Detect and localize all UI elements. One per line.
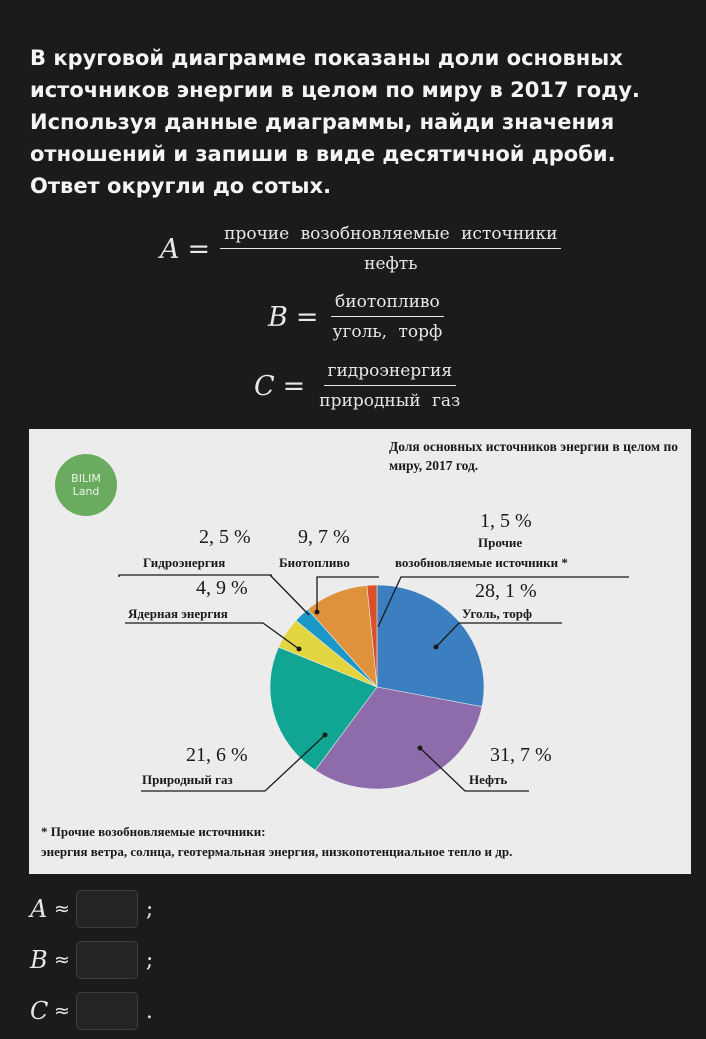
- pie-chart-svg: [29, 429, 691, 874]
- label-other-renewables-2: возобновляемые источники *: [395, 555, 568, 570]
- formula-b-var: B: [268, 301, 288, 333]
- footnote-line2: энергия ветра, солнца, геотермальная энергия, низкопотенциальное тепло и др.: [41, 844, 513, 859]
- pct-gas: 21, 6 %: [186, 744, 248, 766]
- pct-biofuel: 9, 7 %: [298, 526, 350, 548]
- leader-nuclear: [125, 623, 299, 649]
- formula-b-denominator: уголь, торф: [332, 322, 443, 342]
- formula-c-numerator: гидроэнергия: [324, 361, 457, 386]
- answer-c-input[interactable]: [76, 992, 138, 1030]
- formula-a-numerator: прочие возобновляемые источники: [220, 224, 561, 249]
- label-oil: Нефть: [469, 772, 508, 787]
- formula-b: [268, 292, 446, 342]
- formula-a-var: A: [160, 233, 180, 265]
- pie-slice-0: [377, 585, 484, 707]
- question-text: В круговой диаграмме показаны доли основных источников энергии в целом по миру в 2017 году. Используя данные диаграммы, найди значения отношений и запиши в виде десятичной дроби. Ответ округли до сотых.: [30, 46, 640, 198]
- answer-a-approx: ≈: [54, 898, 70, 920]
- label-hydro: Гидроэнергия: [143, 555, 226, 570]
- formula-b-eq: =: [295, 301, 319, 333]
- chart-footnote: [41, 822, 686, 862]
- pct-hydro: 2, 5 %: [199, 526, 251, 548]
- formula-c: [254, 361, 464, 411]
- label-biofuel: Биотопливо: [279, 555, 350, 570]
- label-other-renewables-1: Прочие: [478, 535, 523, 550]
- leader-dot-oil: [418, 746, 423, 751]
- formula-b-fraction: [328, 292, 446, 342]
- answer-c-approx: ≈: [54, 1000, 70, 1022]
- pct-oil: 31, 7 %: [490, 744, 552, 766]
- pct-coal: 28, 1 %: [475, 580, 537, 602]
- pct-other-renewables: 1, 5 %: [480, 510, 532, 532]
- chart-title: Доля основных источников энергии в целом по миру, 2017 год.: [389, 439, 679, 473]
- pie-slices: [270, 585, 484, 789]
- label-coal: Уголь, торф: [462, 606, 532, 621]
- answer-b-var: B: [30, 946, 48, 974]
- pct-nuclear: 4, 9 %: [196, 577, 248, 599]
- formula-b-numerator: биотопливо: [331, 292, 444, 317]
- answer-a-input[interactable]: [76, 890, 138, 928]
- formula-c-denominator: природный газ: [319, 391, 461, 411]
- leader-dot-nuclear: [297, 647, 302, 652]
- formula-a-eq: =: [187, 233, 211, 265]
- answer-row-a: [30, 890, 153, 928]
- formula-a-denominator: нефть: [364, 254, 418, 274]
- answer-a-punct: ;: [145, 896, 154, 922]
- pie-chart-image: [29, 429, 691, 874]
- leader-hydro-diag: [270, 575, 309, 615]
- label-gas: Природный газ: [142, 772, 233, 787]
- answer-b-approx: ≈: [54, 949, 70, 971]
- logo-line2: Land: [72, 485, 100, 498]
- answer-b-punct: ;: [145, 947, 154, 973]
- leader-dot-coal: [434, 645, 439, 650]
- formula-c-var: C: [254, 370, 275, 402]
- leader-dot-biofuel: [315, 610, 320, 615]
- bilimland-logo: [55, 454, 117, 516]
- logo-line1: BILIM: [71, 472, 101, 485]
- answer-a-var: A: [30, 895, 48, 923]
- answer-c-punct: .: [145, 998, 153, 1024]
- formula-c-fraction: [315, 361, 464, 411]
- formula-a: [160, 224, 561, 274]
- answer-row-c: [30, 992, 153, 1030]
- answer-row-b: [30, 941, 153, 979]
- leader-dot-gas: [323, 733, 328, 738]
- label-nuclear: Ядерная энергия: [128, 606, 228, 621]
- footnote-line1: * Прочие возобновляемые источники:: [41, 824, 266, 839]
- answer-c-var: C: [30, 997, 49, 1025]
- answer-b-input[interactable]: [76, 941, 138, 979]
- formula-a-fraction: [220, 224, 561, 274]
- formula-c-eq: =: [282, 370, 306, 402]
